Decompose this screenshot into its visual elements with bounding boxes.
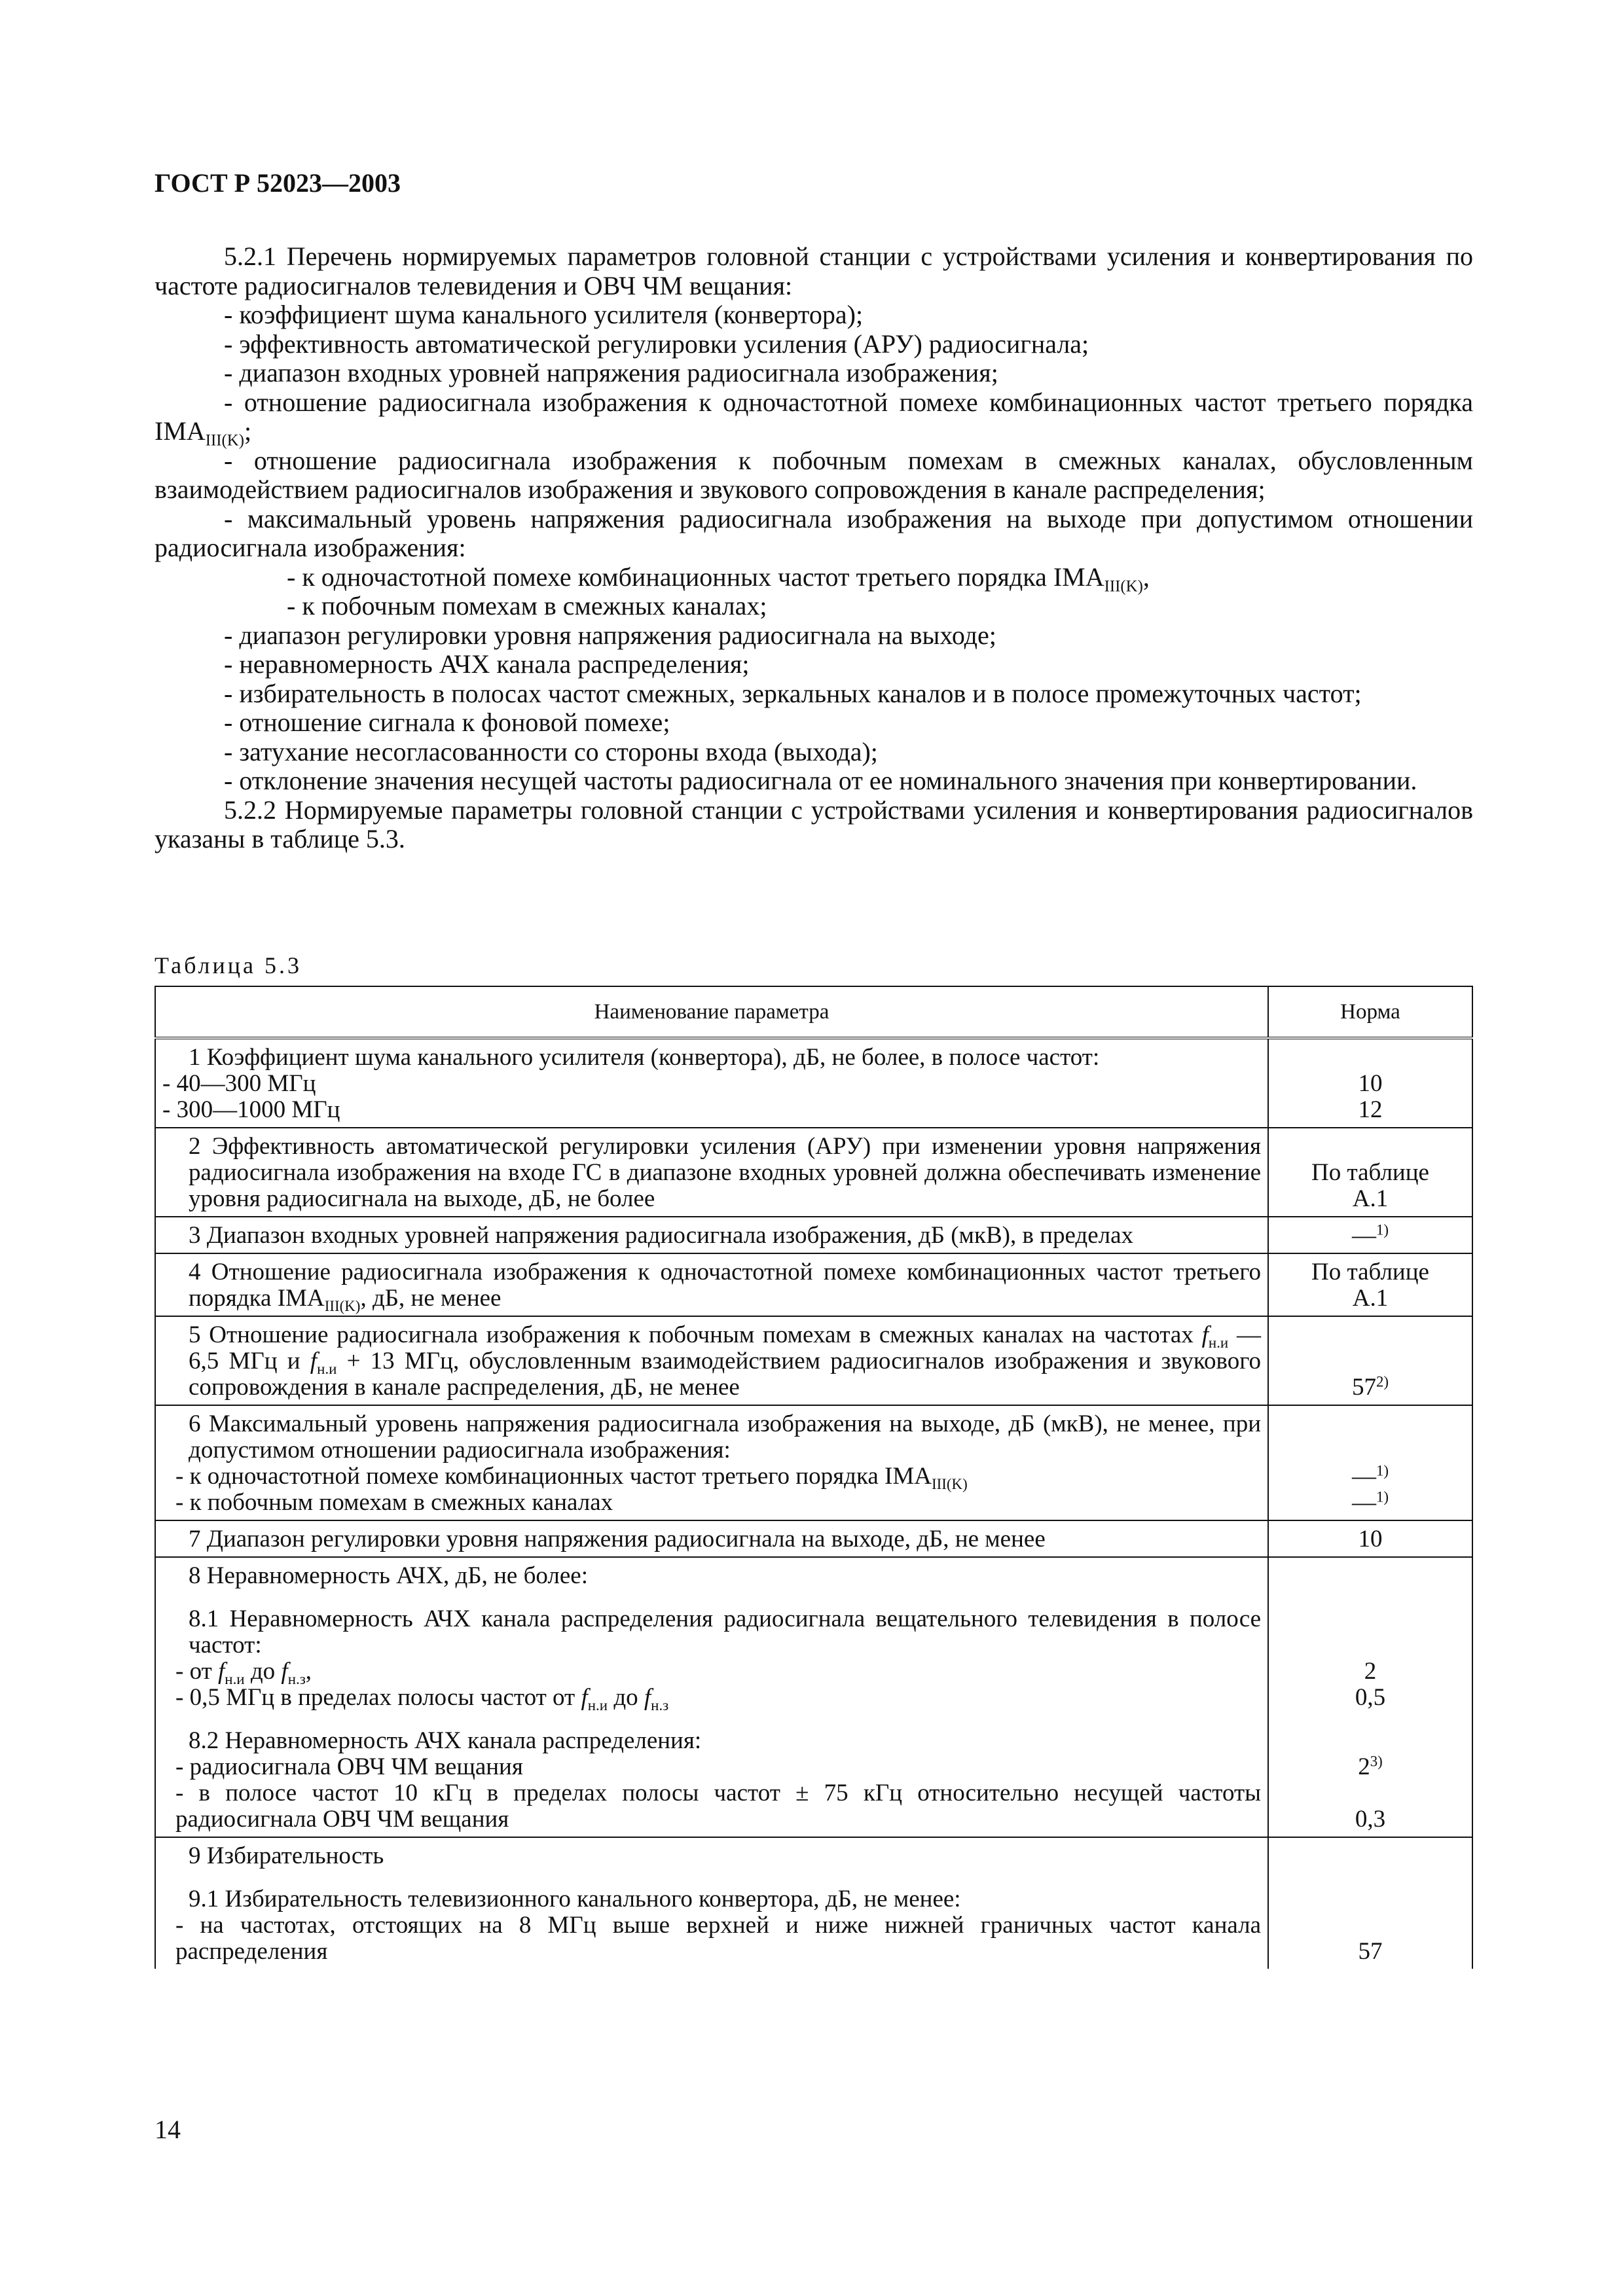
parameter-cell: 6 Максимальный уровень напряжения радиосигнала изображения на выходе, дБ (мкВ), не менее, при допустимом отношении радиосигнала изображения: - к одночастотной помехе комбинационных частот третьего порядка $IMA_{III(K)}$ - к побочным помехам в смежных каналах: [155, 1405, 1268, 1520]
list-item: - максимальный уровень напряжения радиосигнала изображения на выходе при допустимом отношении радиосигнала изображения:: [155, 503, 1473, 562]
list-item: - диапазон регулировки уровня напряжения радиосигнала на выходе;: [224, 620, 996, 650]
parameters-table: [155, 986, 1473, 1969]
parameter-cell: 5 Отношение радиосигнала изображения к побочным помехам в смежных каналах на частотах $f_{н.и}$ — 6,5 МГц и $f_{н.и} + 13$ МГц, обусловленным взаимодействием радиосигналов изображения и звукового сопровождения в канале распределения, дБ, не менее: [155, 1316, 1268, 1405]
parameter-cell: 9 Избирательность 9.1 Избирательность телевизионного канального конвертора, дБ, не менее: - на частотах, отстоящих на 8 МГц выше верхней и ниже нижней граничных частот канала распределения: [155, 1837, 1268, 1969]
parameter-cell: 2 Эффективность автоматической регулировки усиления (АРУ) при изменении уровня напряжения радиосигнала изображения на входе ГС в диапазоне входных уровней должна обеспечивать изменение уровня радиосигнала на выходе, дБ, не более: [155, 1128, 1268, 1217]
paragraph-5-2-1: 5.2.1 Перечень нормируемых параметров головной станции с устройствами усиления и конвертирования по частоте радиосигналов телевидения и ОВЧ ЧМ вещания:: [155, 242, 1473, 300]
parameter-cell: 8 Неравномерность АЧХ, дБ, не более: 8.1 Неравномерность АЧХ канала распределения радиосигнала вещательного телевидения в полосе частот: - от $f_{н.и}$ до $f_{н.з}$, - 0,5 МГц в пределах полосы частот от $f_{н.и}$ до $f_{н.з}$ 8.2 Неравномерность АЧХ канала распределения: - радиосигнала ОВЧ ЧМ вещания - в полосе частот 10 кГц в пределах полосы частот ± 75 кГц относительно несущей частоты радиосигнала ОВЧ ЧМ вещания: [155, 1557, 1268, 1837]
norm-cell: 2 0,5 2$^{3)}$ 0,3: [1268, 1557, 1472, 1837]
list-item: - избирательность в полосах частот смежных, зеркальных каналов и в полосе промежуточных частот;: [224, 678, 1362, 708]
norm-cell: —$^{1)}$: [1268, 1217, 1472, 1253]
list-subitem: - к побочным помехам в смежных каналах;: [287, 591, 767, 620]
list-item: - отношение сигнала к фоновой помехе;: [224, 708, 670, 737]
norm-cell: 10 12: [1268, 1038, 1472, 1128]
document-standard-header: ГОСТ Р 52023—2003: [155, 168, 401, 198]
table-row: [155, 1557, 1472, 1837]
column-header-norm: Норма: [1268, 986, 1472, 1038]
norm-cell: По таблице А.1: [1268, 1253, 1472, 1316]
norm-cell: 10: [1268, 1520, 1472, 1557]
parameter-cell: 7 Диапазон регулировки уровня напряжения радиосигнала на выходе, дБ, не менее: [155, 1520, 1268, 1557]
section-text: [155, 242, 1473, 854]
page-number: 14: [155, 2115, 181, 2144]
list-item: - эффективность автоматической регулировки усиления (АРУ) радиосигнала;: [224, 329, 1089, 359]
table-row: [155, 1217, 1472, 1253]
list-item: - отношение радиосигнала изображения к одночастотной помехе комбинационных частот третьего порядка $IMA_{III(K)}$;: [155, 387, 1473, 450]
parameter-cell: 4 Отношение радиосигнала изображения к одночастотной помехе комбинационных частот третьего порядка $IMA_{III(K)}$, дБ, не менее: [155, 1253, 1268, 1316]
parameter-cell: 1 Коэффициент шума канального усилителя (конвертора), дБ, не более, в полосе частот: - 40—300 МГц - 300—1000 МГц: [155, 1038, 1268, 1128]
table-caption: Таблица 5.3: [155, 952, 302, 978]
column-header-parameter: Наименование параметра: [155, 986, 1268, 1038]
norm-cell: По таблице А.1: [1268, 1128, 1472, 1217]
list-item: - коэффициент шума канального усилителя (конвертора);: [224, 300, 864, 329]
table-row: [155, 1405, 1472, 1520]
table-row: [155, 1316, 1472, 1405]
norm-cell: —$^{1)}$ —$^{1)}$: [1268, 1405, 1472, 1520]
norm-cell: 57: [1268, 1837, 1472, 1969]
table-header-row: [155, 986, 1472, 1038]
table-row: [155, 1128, 1472, 1217]
table-row: [155, 1253, 1472, 1316]
parameter-cell: 3 Диапазон входных уровней напряжения радиосигнала изображения, дБ (мкВ), в пределах: [155, 1217, 1268, 1253]
list-subitem: - к одночастотной помехе комбинационных частот третьего порядка $IMA_{III(K)}$,: [287, 562, 1150, 596]
table-row: [155, 1520, 1472, 1557]
list-item: - диапазон входных уровней напряжения радиосигнала изображения;: [224, 358, 998, 387]
list-item: - отклонение значения несущей частоты радиосигнала от ее номинального значения при конвертировании.: [224, 766, 1417, 795]
paragraph-5-2-2: 5.2.2 Нормируемые параметры головной станции с устройствами усиления и конвертирования радиосигналов указаны в таблице 5.3.: [155, 795, 1473, 853]
norm-cell: 57$^{2)}$: [1268, 1316, 1472, 1405]
list-item: - затухание несогласованности со стороны входа (выхода);: [224, 736, 878, 766]
list-item: - отношение радиосигнала изображения к побочным помехам в смежных каналах, обусловленным взаимодействием радиосигналов изображения и звукового сопровождения в канале распределения;: [155, 445, 1473, 504]
table-row: [155, 1038, 1472, 1128]
list-item: - неравномерность АЧХ канала распределения;: [224, 649, 750, 679]
table-row: [155, 1837, 1472, 1969]
